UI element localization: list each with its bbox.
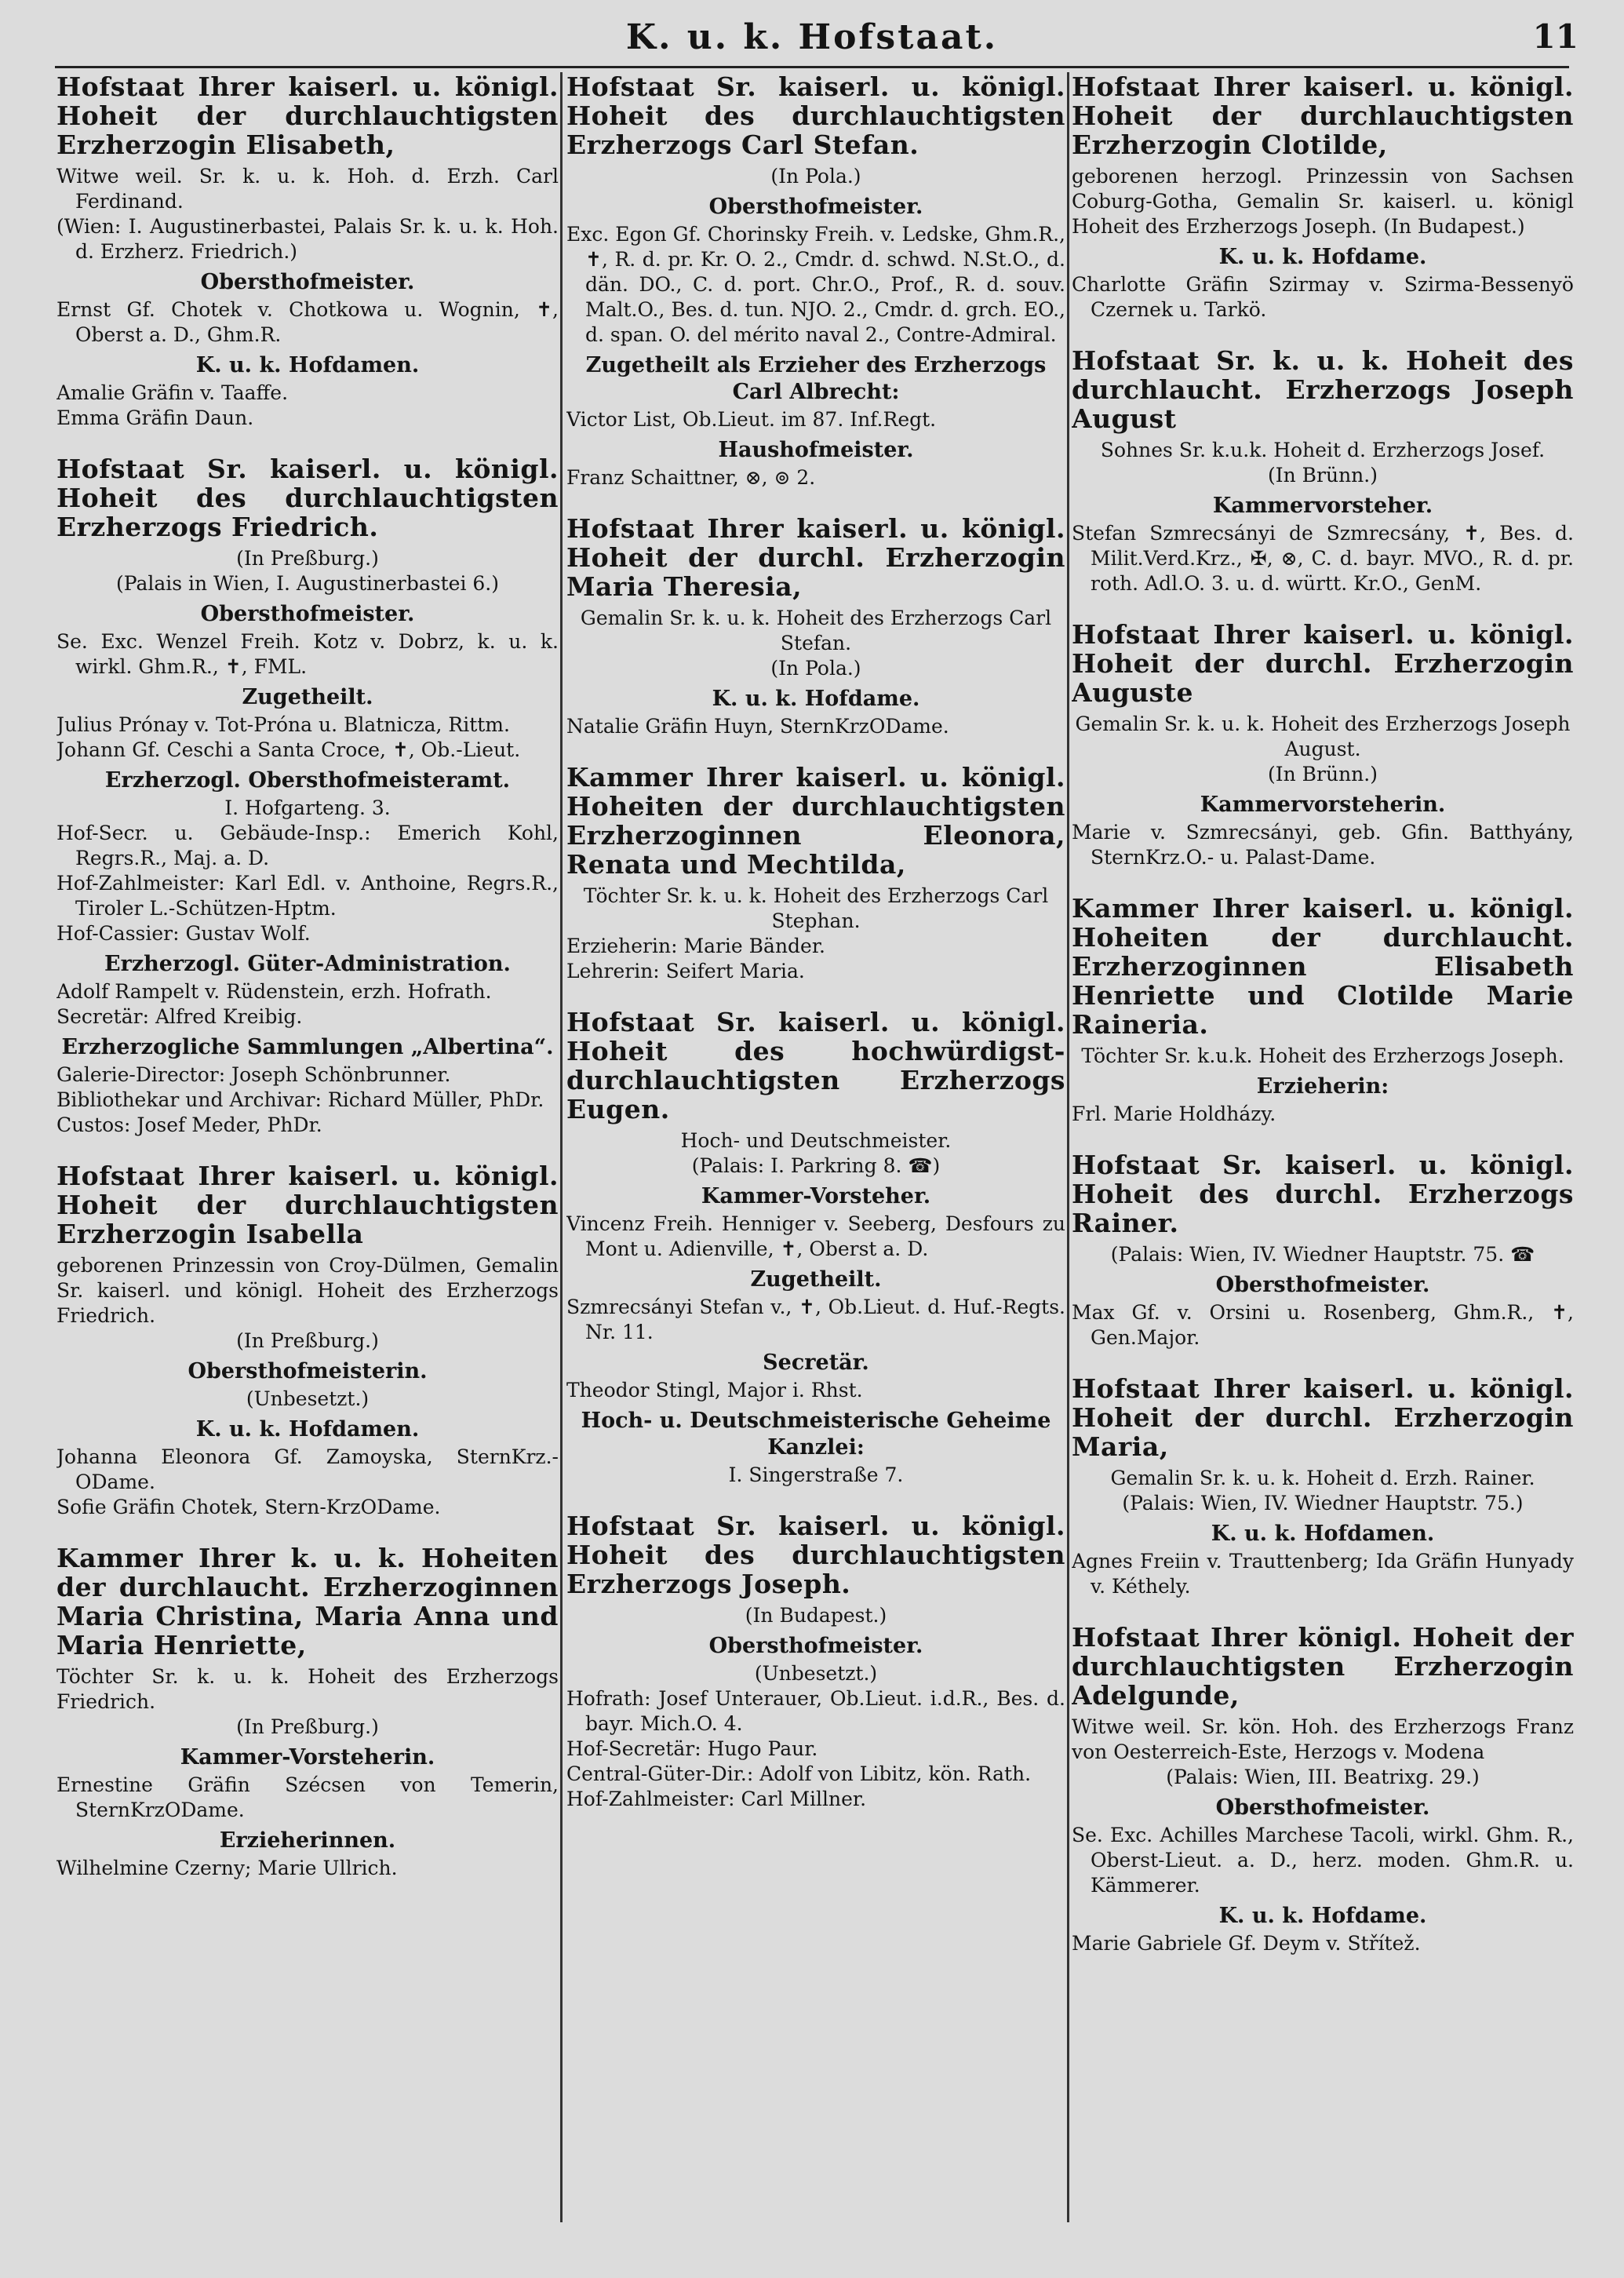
section-title: Kammer Ihrer kaiserl. u. königl. Hoheiten der durchlaucht. Erzherzoginnen Elisabeth Henriette und Clotilde Marie Raineria. [1072,893,1574,1040]
page-number: 11 [1532,17,1578,56]
section-location: (Wien: I. Augustinerbastei, Palais Sr. k. u. k. Hoh. d. Erzherz. Friedrich.) [56,215,559,263]
section-adelgunde [1072,1623,1574,1956]
entry: Vincenz Freih. Henniger v. Seeberg, Desfours zu Mont u. Adienville, ✝, Oberst a. D. [566,1212,1065,1260]
section-kammer-carl-stephan-daughters [566,763,1065,984]
entry: Se. Exc. Wenzel Freih. Kotz v. Dobrz, k. u. k. wirkl. Ghm.R., ✝, FML. [56,630,559,678]
entry: Hof-Zahlmeister: Karl Edl. v. Anthoine, Regrs.R., Tiroler L.-Schützen-Hptm. [56,872,559,920]
subheading: Obersthofmeister. [1215,1795,1430,1820]
entry: Amalie Gräfin v. Taaffe. [56,381,289,404]
section-description: Witwe weil. Sr. kön. Hoh. des Erzherzogs Franz von Oesterreich-Este, Herzogs v. Modena [1072,1715,1574,1763]
subheading: K. u. k. Hofdamen. [1211,1522,1435,1546]
subheading: Obersthofmeister. [200,602,415,626]
entry: Hof-Secretär: Hugo Paur. [566,1737,818,1760]
subheading: Obersthofmeister. [708,195,923,219]
entry: (Unbesetzt.) [754,1662,878,1685]
entry: (Unbesetzt.) [246,1387,370,1410]
section-clotilde [1072,72,1574,323]
section-title: Hofstaat Ihrer kaiserl. u. königl. Hoheit der durchlauchtigsten Erzherzogin Isabella [56,1161,559,1249]
section-joseph [566,1511,1065,1812]
section-title: Hofstaat Sr. kaiserl. u. königl. Hoheit des durchlauchtigsten Erzherzogs Friedrich. [56,454,559,542]
subheading: Zugetheilt. [750,1267,882,1292]
page-header [31,17,1593,64]
section-title: Hofstaat Ihrer kaiserl. u. königl. Hoheit der durchlauchtigsten Erzherzogin Clotilde, [1072,72,1574,160]
section-title: Hofstaat Ihrer kaiserl. u. königl. Hoheit der durchlauchtigsten Erzherzogin Elisabeth, [56,72,559,160]
section-title: Hofstaat Sr. kaiserl. u. königl. Hoheit des durchlauchtigsten Erzherzogs Joseph. [566,1511,1065,1599]
entry: Hof-Cassier: Gustav Wolf. [56,922,311,945]
section-description: geborenen herzogl. Prinzessin von Sachsen Coburg-Gotha, Gemalin Sr. kaiserl. u. königl Hoheit des Erzherzogs Joseph. (In Budapest.) [1072,165,1574,238]
section-kammer-joseph-daughters [1072,894,1574,1127]
subheading: K. u. k. Hofdame. [1218,1904,1427,1928]
entry: Franz Schaittner, ⊗, ⊚ 2. [566,466,816,489]
section-location: (In Preßburg.) [236,1329,379,1352]
section-kammer-friedrich-daughters [56,1544,559,1881]
section-description: Gemalin Sr. k. u. k. Hoheit des Erzherzogs Carl Stefan. [580,607,1052,654]
section-title: Hofstaat Ihrer kaiserl. u. königl. Hoheit der durchl. Erzherzogin Maria Theresia, [566,513,1065,602]
subheading: Kammer-Vorsteher. [701,1184,931,1208]
section-isabella [56,1161,559,1520]
section-title: Hofstaat Ihrer kaiserl. u. königl. Hoheit der durchl. Erzherzogin Maria, [1072,1373,1574,1462]
entry: Wilhelmine Czerny; Marie Ullrich. [56,1857,398,1879]
section-location: (In Brünn.) [1267,763,1378,785]
subheading: Secretär. [763,1350,869,1375]
subheading: Haushofmeister. [718,438,914,462]
section-description: geborenen Prinzessin von Croy-Dülmen, Gemalin Sr. kaiserl. und königl. Hoheit des Erzherzogs Friedrich. [56,1254,559,1327]
section-maria-theresia [566,514,1065,739]
section-description: Gemalin Sr. k. u. k. Hoheit des Erzherzogs Joseph August. [1075,713,1571,760]
subheading: Obersthofmeisterin. [188,1359,428,1383]
entry: Stefan Szmrecsányi de Szmrecsány, ✝, Bes. d. Milit.Verd.Krz., ✠, ⊗, C. d. bayr. MVO., R. d. pr. roth. Adl.O. 3. u. d. württ. Kr.O., GenM. [1072,522,1574,595]
section-eugen [566,1008,1065,1488]
section-title: Hofstaat Sr. kaiserl. u. königl. Hoheit des durchlauchtigsten Erzherzogs Carl Stefan. [566,72,1065,160]
subheading: Erzieherin: [1256,1074,1389,1099]
section-title: Hofstaat Sr. kaiserl. u. königl. Hoheit des hochwürdigst-durchlauchtigsten Erzherzogs Eugen. [566,1007,1065,1124]
entry: Johanna Eleonora Gf. Zamoyska, SternKrz.-ODame. [56,1445,559,1493]
subheading: Zugetheilt. [242,685,373,709]
entry: Bibliothekar und Archivar: Richard Müller, PhDr. [56,1088,544,1111]
subheading: Kammervorsteherin. [1200,793,1446,817]
section-description: Töchter Sr. k.u.k. Hoheit des Erzherzogs Joseph. [1081,1044,1564,1067]
section-location: (Palais: I. Parkring 8. ☎) [691,1154,941,1177]
section-location: (Palais in Wien, I. Augustinerbastei 6.) [116,572,499,595]
entry: Lehrerin: Seifert Maria. [566,960,805,982]
entry: Theodor Stingl, Major i. Rhst. [566,1379,863,1401]
entry: Hof-Zahlmeister: Carl Millner. [566,1788,867,1810]
entry: Szmrecsányi Stefan v., ✝, Ob.Lieut. d. Huf.-Regts. Nr. 11. [566,1296,1065,1343]
column-divider [1067,72,1069,2222]
subheading: Erzieherinnen. [219,1828,396,1853]
entry: Charlotte Gräfin Szirmay v. Szirma-Bessenyö Czernek u. Tarkö. [1072,273,1574,321]
entry: Natalie Gräfin Huyn, SternKrzODame. [566,715,949,738]
subheading: Zugetheilt als Erzieher des Erzherzogs Carl Albrecht: [585,353,1047,404]
subheading: Kammervorsteher. [1212,494,1433,518]
section-location: (Palais: Wien, IV. Wiedner Hauptstr. 75. ☎ [1110,1243,1535,1266]
entry: Hofrath: Josef Unterauer, Ob.Lieut. i.d.R., Bes. d. bayr. Mich.O. 4. [566,1687,1065,1735]
section-rainer [1072,1150,1574,1350]
entry: Erzieherin: Marie Bänder. [566,935,825,957]
subheading: Erzherzogliche Sammlungen „Albertina“. [61,1035,554,1059]
section-title: Hofstaat Sr. kaiserl. u. königl. Hoheit des durchl. Erzherzogs Rainer. [1072,1150,1574,1238]
entry: Marie Gabriele Gf. Deym v. Střítež. [1072,1932,1421,1955]
subheading: Kammer-Vorsteherin. [180,1745,435,1770]
entry: Ernst Gf. Chotek v. Chotkowa u. Wognin, ✝, Oberst a. D., Ghm.R. [56,298,559,346]
entry: Johann Gf. Ceschi a Santa Croce, ✝, Ob.-Lieut. [56,738,521,761]
section-carl-stefan [566,72,1065,490]
page-title: K. u. k. Hofstaat. [625,17,999,57]
subheading: Erzherzogl. Obersthofmeisteramt. [104,768,511,793]
section-joseph-august [1072,346,1574,596]
subheading: Obersthofmeister. [708,1634,923,1658]
entry: Emma Gräfin Daun. [56,406,254,429]
entry: Se. Exc. Achilles Marchese Tacoli, wirkl. Ghm. R., Oberst-Lieut. a. D., herz. moden. Ghm.R. u. Kämmerer. [1072,1824,1574,1897]
section-location: (In Preßburg.) [236,1715,379,1738]
section-description: Sohnes Sr. k.u.k. Hoheit d. Erzherzogs Josef. [1100,439,1546,461]
section-description: Töchter Sr. k. u. k. Hoheit des Erzherzogs Friedrich. [56,1665,559,1713]
subheading: Obersthofmeister. [200,270,415,294]
subheading: K. u. k. Hofdame. [1218,245,1427,269]
subheading: Erzherzogl. Güter-Administration. [104,952,511,976]
section-title: Hofstaat Ihrer königl. Hoheit der durchlauchtigsten Erzherzogin Adelgunde, [1072,1622,1574,1711]
section-description: Hoch- und Deutschmeister. [680,1129,952,1152]
entry: I. Hofgarteng. 3. [224,796,391,819]
entry: Adolf Rampelt v. Rüdenstein, erzh. Hofrath. [56,980,492,1003]
section-location: (In Brünn.) [1267,464,1378,487]
section-title: Kammer Ihrer k. u. k. Hoheiten der durchlaucht. Erzherzoginnen Maria Christina, Maria Anna und Maria Henriette, [56,1543,559,1660]
section-description: Gemalin Sr. k. u. k. Hoheit d. Erzh. Rainer. [1110,1467,1535,1489]
entry: Secretär: Alfred Kreibig. [56,1005,303,1028]
column-2 [566,72,1065,2262]
section-title: Hofstaat Sr. k. u. k. Hoheit des durchlaucht. Erzherzogs Joseph August [1072,345,1574,434]
entry: Custos: Josef Meder, PhDr. [56,1113,322,1136]
entry: I. Singerstraße 7. [728,1463,904,1486]
subheading: K. u. k. Hofdame. [712,687,920,711]
section-location: (In Preßburg.) [236,547,379,570]
entry: Victor List, Ob.Lieut. im 87. Inf.Regt. [566,408,937,431]
section-location: (In Budapest.) [745,1604,887,1627]
section-title: Kammer Ihrer kaiserl. u. königl. Hoheiten der durchlauchtigsten Erzherzoginnen Eleonora, Renata und Mechtilda, [566,762,1065,880]
section-title: Hofstaat Ihrer kaiserl. u. königl. Hoheit der durchl. Erzherzogin Auguste [1072,619,1574,708]
column-3 [1072,72,1574,2262]
section-description: Töchter Sr. k. u. k. Hoheit des Erzherzogs Carl Stephan. [583,884,1049,932]
entry: Sofie Gräfin Chotek, Stern-KrzODame. [56,1496,441,1518]
section-location: (In Pola.) [770,165,861,188]
section-friedrich [56,454,559,1138]
entry: Marie v. Szmrecsányi, geb. Gfin. Batthyány, SternKrz.O.- u. Palast-Dame. [1072,821,1574,869]
section-location: (Palais: Wien, IV. Wiedner Hauptstr. 75.) [1122,1492,1524,1514]
entry: Central-Güter-Dir.: Adolf von Libitz, kön. Rath. [566,1762,1032,1785]
subheading: Hoch- u. Deutschmeisterische Geheime Kanzlei: [581,1409,1051,1460]
section-description: Witwe weil. Sr. k. u. k. Hoh. d. Erzh. Carl Ferdinand. [56,165,559,213]
entry: Frl. Marie Holdházy. [1072,1103,1276,1125]
column-divider [560,72,563,2222]
entry: Julius Prónay v. Tot-Próna u. Blatnicza, Rittm. [56,713,510,736]
entry: Exc. Egon Gf. Chorinsky Freih. v. Ledske, Ghm.R., ✝, R. d. pr. Kr. O. 2., Cmdr. d. schwd. N.St.O., d. dän. DO., C. d. port. Chr.O., Prof., R. d. souv. Malt.O., Bes. d. tun. NJO. 2., Cmdr. d. grch. EO., d. span. O. del mérito naval 2., Contre-Admiral. [566,223,1065,346]
subheading: K. u. k. Hofdamen. [195,353,420,377]
subheading: Obersthofmeister. [1215,1273,1430,1297]
subheading: K. u. k. Hofdamen. [195,1417,420,1442]
section-maria [1072,1374,1574,1599]
section-auguste [1072,620,1574,870]
section-elisabeth [56,72,559,431]
entry: Max Gf. v. Orsini u. Rosenberg, Ghm.R., ✝, Gen.Major. [1072,1301,1574,1349]
column-1 [56,72,559,2262]
section-location: (In Pola.) [770,657,861,680]
entry: Agnes Freiin v. Trauttenberg; Ida Gräfin Hunyady v. Kéthely. [1072,1550,1574,1598]
section-location: (Palais: Wien, III. Beatrixg. 29.) [1166,1766,1480,1788]
entry: Galerie-Director: Joseph Schönbrunner. [56,1063,451,1086]
entry: Hof-Secr. u. Gebäude-Insp.: Emerich Kohl, Regrs.R., Maj. a. D. [56,822,559,869]
header-rule [55,66,1569,68]
entry: Ernestine Gräfin Szécsen von Temerin, SternKrzODame. [56,1773,559,1821]
